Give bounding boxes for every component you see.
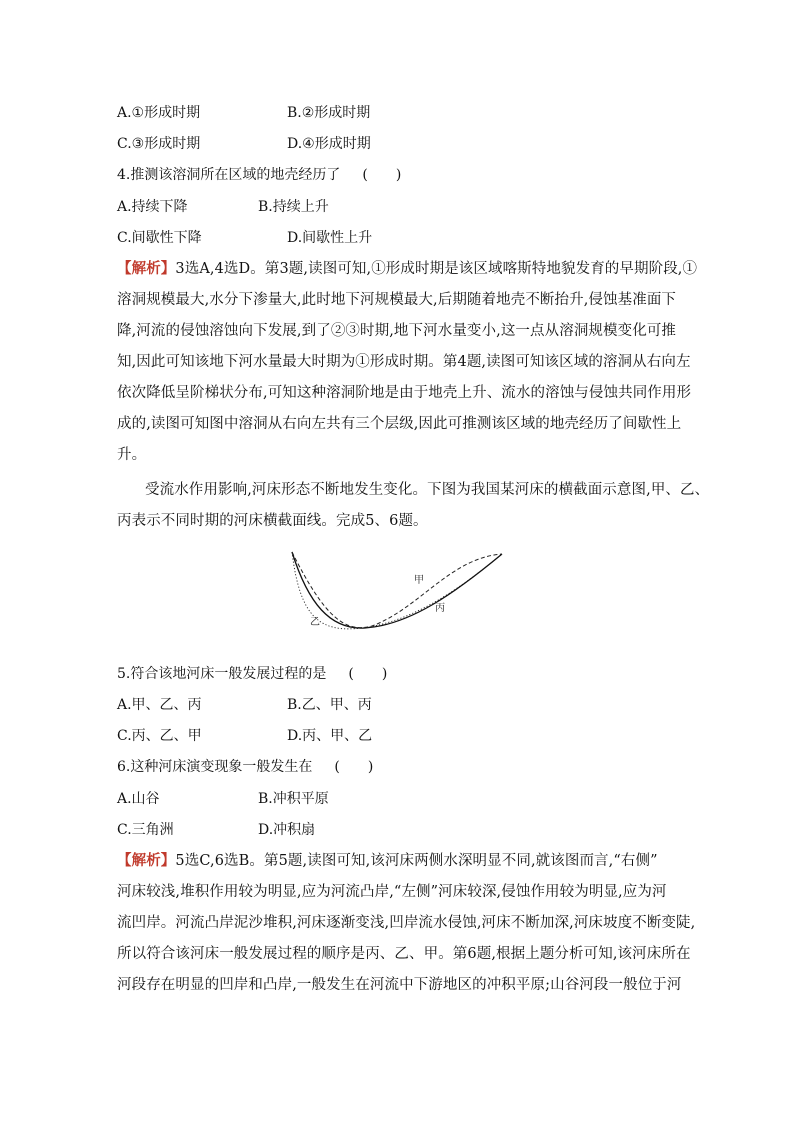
q4-option-b: B.持续上升 <box>258 199 329 215</box>
analysis1-line-5: 成的,读图可知图中溶洞从右向左共有三个层级,因此可推测该区域的地壳经历了间歇性上 <box>117 416 682 432</box>
q5-option-b: B.乙、甲、丙 <box>287 697 372 713</box>
analysis2-line-2: 流凹岸。河流凸岸泥沙堆积,河床逐渐变浅,凹岸流水侵蚀,河床不断加深,河床坡度不断变陡, <box>117 915 696 931</box>
q4-option-c: C.间歇性下降 <box>117 230 202 246</box>
q5-stem <box>117 665 387 683</box>
analysis1-line-6: 升。 <box>117 447 147 463</box>
intro-line-1: 丙表示不同时期的河床横截面线。完成5、6题。 <box>117 513 428 529</box>
analysis1-line-0: 3选A,4选D。第3题,读图可知,①形成时期是该区域喀斯特地貌发育的早期阶段,① <box>175 261 698 277</box>
analysis1-line <box>117 260 697 278</box>
analysis2-line <box>117 852 658 870</box>
q3-option-d: D.④形成时期 <box>287 136 371 152</box>
q4-answer-paren: ( ) <box>362 167 402 183</box>
q3-option-a: A.①形成时期 <box>117 105 201 121</box>
analysis1-line-4: 依次降低呈阶梯状分布,可知这种溶洞阶地是由于地壳上升、流水的溶蚀与侵蚀共同作用形 <box>117 385 692 401</box>
q5-option-a: A.甲、乙、丙 <box>117 697 202 713</box>
q6-option-b: B.冲积平原 <box>258 791 329 807</box>
q6-option-a: A.山谷 <box>117 791 160 807</box>
q3-option-b: B.②形成时期 <box>287 105 371 121</box>
analysis1-line-1: 溶洞规模最大,水分下渗量大,此时地下河规模最大,后期随着地壳不断抬升,侵蚀基准面下 <box>117 292 677 308</box>
label-yi: 乙 <box>310 617 320 628</box>
q6-option-d: D.冲积扇 <box>258 822 316 838</box>
analysis2-line-3: 所以符合该河床一般发展过程的顺序是丙、乙、甲。第6题,根据上题分析可知,该河床所在 <box>117 946 691 962</box>
q4-stem <box>117 166 401 184</box>
riverbed-cross-section-figure <box>280 548 520 648</box>
analysis2-tag: 【解析】 <box>117 852 176 869</box>
q5-option-d: D.丙、甲、乙 <box>287 728 373 744</box>
intro-line-0: 受流水作用影响,河床形态不断地发生变化。下图为我国某河床的横截面示意图,甲、乙、 <box>145 482 710 498</box>
q5-answer-paren: ( ) <box>348 666 388 682</box>
q3-option-c: C.③形成时期 <box>117 136 201 152</box>
q4-stem-text: 4.推测该溶洞所在区域的地壳经历了 <box>117 167 341 183</box>
q6-answer-paren: ( ) <box>334 759 374 775</box>
analysis1-line-3: 知,因此可知该地下河水量最大时期为①形成时期。第4题,读图可知该区域的溶洞从右向左 <box>117 354 691 370</box>
analysis2-line-4: 河段存在明显的凹岸和凸岸,一般发生在河流中下游地区的冲积平原;山谷河段一般位于河 <box>117 977 682 993</box>
analysis2-line-0: 5选C,6选B。第5题,读图可知,该河床两侧水深明显不同,就该图而言,“右侧” <box>175 853 658 869</box>
q6-stem <box>117 758 373 776</box>
q5-stem-text: 5.符合该地河床一般发展过程的是 <box>117 666 327 682</box>
analysis2-line-1: 河床较浅,堆积作用较为明显,应为河流凸岸,“左侧”河床较深,侵蚀作用较为明显,应为河 <box>117 884 667 900</box>
riverbed-line-bing <box>292 552 502 629</box>
q6-option-c: C.三角洲 <box>117 822 174 838</box>
label-jia: 甲 <box>414 575 424 586</box>
analysis1-line-2: 降,河流的侵蚀溶蚀向下发展,到了②③时期,地下河水量变小,这一点从溶洞规模变化可推 <box>117 323 677 339</box>
analysis1-tag: 【解析】 <box>117 260 176 277</box>
riverbed-line-yi <box>292 552 502 628</box>
q6-stem-text: 6.这种河床演变现象一般发生在 <box>117 759 313 775</box>
label-bing: 丙 <box>435 603 445 614</box>
q5-option-c: C.丙、乙、甲 <box>117 728 202 744</box>
riverbed-line-jia <box>292 552 502 628</box>
q4-option-a: A.持续下降 <box>117 199 188 215</box>
q4-option-d: D.间歇性上升 <box>287 230 373 246</box>
